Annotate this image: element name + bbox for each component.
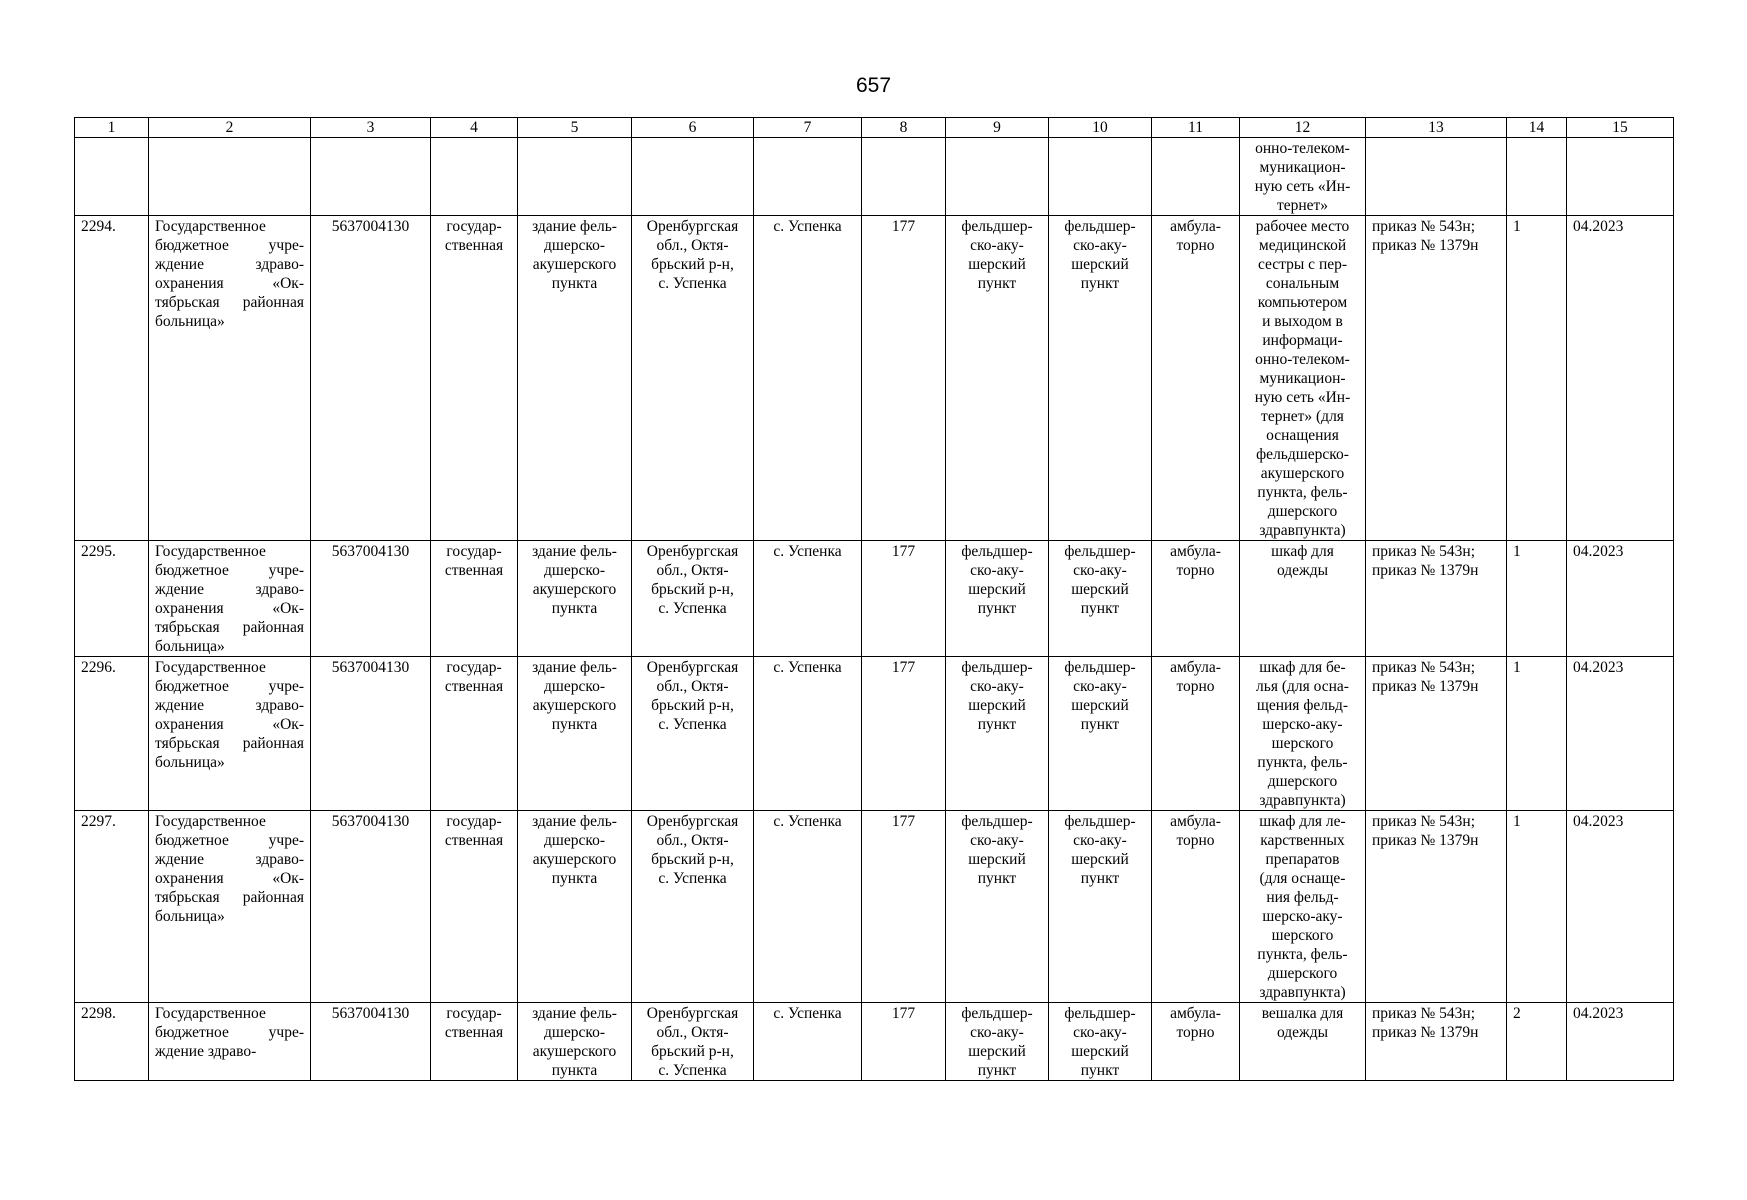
cell-line: Оренбургская xyxy=(646,543,739,560)
cell-inn: 5637004130 xyxy=(311,657,431,811)
cell-line: ско-аку- xyxy=(1073,562,1127,579)
cell-ownership xyxy=(431,216,518,541)
cell-date: 04.2023 xyxy=(1567,811,1674,1003)
cell-line: тябрьская районная xyxy=(155,735,304,752)
cell-line: сестры с пер- xyxy=(1257,256,1348,273)
cell-organization xyxy=(149,541,311,657)
cell-line: (для оснаще- xyxy=(1259,870,1346,887)
cell-line: здание фель- xyxy=(532,218,617,235)
cell-line: больница» xyxy=(155,908,225,925)
cell-line: здание фель- xyxy=(532,1005,617,1022)
cell-line: охранения «Ок- xyxy=(155,275,304,292)
cell-line: государ- xyxy=(446,218,502,235)
cell-line: ждение здраво- xyxy=(155,697,304,714)
cell-line: брьский р-н, xyxy=(651,256,734,273)
column-header: 15 xyxy=(1567,118,1674,138)
cell-line: ско-аку- xyxy=(970,562,1024,579)
cell-number: 2295. xyxy=(75,541,149,657)
cell-line: с. Успенка xyxy=(658,275,727,292)
cell-line: фельдшер- xyxy=(1064,218,1136,235)
cell-line: пункта xyxy=(551,600,598,617)
cell-line: ния фельд- xyxy=(1266,889,1339,906)
cell-line: Государственное xyxy=(155,1005,266,1022)
cell-unit-a xyxy=(946,1003,1049,1081)
cell-building xyxy=(518,811,632,1003)
cell-line: ждение здраво- xyxy=(155,256,304,273)
cell-line: дшерского xyxy=(1267,503,1338,520)
cell-inn: 5637004130 xyxy=(311,811,431,1003)
cell-line: дшерско- xyxy=(544,678,605,695)
table-row xyxy=(75,657,1674,811)
cell-line: пункта xyxy=(551,870,598,887)
cell-code: 177 xyxy=(862,1003,946,1081)
cell-line: ско-аку- xyxy=(1073,832,1127,849)
column-header: 11 xyxy=(1152,118,1240,138)
cell-line: ско-аку- xyxy=(970,237,1024,254)
cell-line: пункта xyxy=(551,1062,598,1079)
cell-line: дшерско- xyxy=(544,832,605,849)
cell-line: приказ № 543н; xyxy=(1372,1005,1476,1022)
cell-line: акушерского xyxy=(532,1043,617,1060)
cell-line: шерский xyxy=(1071,256,1129,273)
cont-cell-4 xyxy=(431,138,518,216)
column-header: 12 xyxy=(1240,118,1366,138)
cell-date: 04.2023 xyxy=(1567,541,1674,657)
table-row xyxy=(75,811,1674,1003)
column-header: 4 xyxy=(431,118,518,138)
cell-line: акушерского xyxy=(1260,465,1345,482)
cell-unit-b xyxy=(1049,657,1152,811)
cell-line: ско-аку- xyxy=(1073,678,1127,695)
cell-code: 177 xyxy=(862,541,946,657)
cell-line: пункт xyxy=(1080,870,1120,887)
cell-line: ско-аку- xyxy=(970,832,1024,849)
cell-line: ждение здраво- xyxy=(155,1043,257,1060)
cell-line: Государственное xyxy=(155,543,266,560)
cell-line: приказ № 1379н xyxy=(1372,832,1479,849)
cell-line: пункт xyxy=(977,275,1017,292)
cell-quantity: 2 xyxy=(1507,1003,1567,1081)
cell-line: препаратов xyxy=(1265,851,1340,868)
cell-quantity: 1 xyxy=(1507,657,1567,811)
cell-date: 04.2023 xyxy=(1567,1003,1674,1081)
cell-line: брьский р-н, xyxy=(651,697,734,714)
cell-line: акушерского xyxy=(532,256,617,273)
cell-line: карственных xyxy=(1260,832,1345,849)
cell-line: брьский р-н, xyxy=(651,1043,734,1060)
cell-line: здание фель- xyxy=(532,813,617,830)
cell-line: фельдшер- xyxy=(1064,1005,1136,1022)
cell-line: больница» xyxy=(155,754,225,771)
cell-date: 04.2023 xyxy=(1567,216,1674,541)
cell-line: ско-аку- xyxy=(970,678,1024,695)
cell-care-type xyxy=(1152,541,1240,657)
cell-line: дшерского xyxy=(1267,773,1338,790)
column-header: 2 xyxy=(149,118,311,138)
cell-line: Оренбургская xyxy=(646,1005,739,1022)
cell-line: пункт xyxy=(977,716,1017,733)
cell-line: фельдшерско- xyxy=(1256,446,1349,463)
cell-unit-b xyxy=(1049,811,1152,1003)
cell-code: 177 xyxy=(862,216,946,541)
cell-line: акушерского xyxy=(532,851,617,868)
cell-line: фельдшер- xyxy=(1064,543,1136,560)
cell-line: государ- xyxy=(446,659,502,676)
cell-line: фельдшер- xyxy=(1064,813,1136,830)
cell-ownership xyxy=(431,541,518,657)
cell-address xyxy=(632,657,754,811)
cell-line: рабочее место xyxy=(1255,218,1350,235)
cell-line: дшерского xyxy=(1267,965,1338,982)
cell-order xyxy=(1366,811,1507,1003)
cell-line: больница» xyxy=(155,638,225,655)
cell-line: бюджетное учре- xyxy=(155,237,304,254)
cell-locality: с. Успенка xyxy=(754,657,862,811)
cell-line: больница» xyxy=(155,313,225,330)
cell-building xyxy=(518,541,632,657)
cont-cell-7 xyxy=(754,138,862,216)
cell-line: обл., Октя- xyxy=(656,678,729,695)
cell-line: шерский xyxy=(1071,851,1129,868)
cell-line: Государственное xyxy=(155,659,266,676)
cell-line: шерский xyxy=(968,581,1026,598)
cell-address xyxy=(632,216,754,541)
cell-number: 2296. xyxy=(75,657,149,811)
cell-line: оснащения xyxy=(1266,427,1339,444)
cell-line: ственная xyxy=(444,832,504,849)
cell-line: дшерско- xyxy=(544,1024,605,1041)
cell-line: ско-аку- xyxy=(1073,237,1127,254)
cell-line: охранения «Ок- xyxy=(155,600,304,617)
cell-line: одежды xyxy=(1276,562,1329,579)
cell-building xyxy=(518,216,632,541)
cell-locality: с. Успенка xyxy=(754,811,862,1003)
cell-line: обл., Октя- xyxy=(656,237,729,254)
cell-line: муникацион- xyxy=(1259,370,1346,387)
cell-line: амбула- xyxy=(1170,543,1221,560)
cell-building xyxy=(518,657,632,811)
cell-equipment xyxy=(1240,811,1366,1003)
cell-line: с. Успенка xyxy=(658,1062,727,1079)
cell-line: здравпункта) xyxy=(1259,984,1346,1001)
cell-building xyxy=(518,1003,632,1081)
cell-line: шерский xyxy=(968,697,1026,714)
cell-line: ственная xyxy=(444,237,504,254)
cell-organization xyxy=(149,657,311,811)
column-header: 10 xyxy=(1049,118,1152,138)
cont-cell-equipment xyxy=(1240,138,1366,216)
cell-line: Государственное xyxy=(155,218,266,235)
cell-line: государ- xyxy=(446,1005,502,1022)
cell-line: тябрьская районная xyxy=(155,619,304,636)
cell-line: охранения «Ок- xyxy=(155,870,304,887)
cell-line: шкаф для бе- xyxy=(1259,659,1346,676)
cell-line: ско-аку- xyxy=(970,1024,1024,1041)
cell-line: амбула- xyxy=(1170,659,1221,676)
cell-ownership xyxy=(431,657,518,811)
cell-unit-a xyxy=(946,541,1049,657)
continuation-row xyxy=(75,138,1674,216)
cell-line: шерский xyxy=(1071,1043,1129,1060)
cell-line: лья (для осна- xyxy=(1256,678,1349,695)
cell-line: Государственное xyxy=(155,813,266,830)
cell-number: 2298. xyxy=(75,1003,149,1081)
cell-line: тябрьская районная xyxy=(155,889,304,906)
column-header: 1 xyxy=(75,118,149,138)
cell-line: муникацион- xyxy=(1259,159,1346,176)
cell-line: дшерско- xyxy=(544,237,605,254)
cell-quantity: 1 xyxy=(1507,811,1567,1003)
cell-line: ственная xyxy=(444,678,504,695)
column-header: 8 xyxy=(862,118,946,138)
cell-address xyxy=(632,1003,754,1081)
cell-line: государ- xyxy=(446,813,502,830)
cell-line: акушерского xyxy=(532,697,617,714)
cell-line: здание фель- xyxy=(532,543,617,560)
header-row xyxy=(75,118,1674,138)
cell-inn: 5637004130 xyxy=(311,541,431,657)
page-number: 657 xyxy=(855,74,892,97)
cell-order xyxy=(1366,657,1507,811)
cell-unit-b xyxy=(1049,1003,1152,1081)
cell-care-type xyxy=(1152,811,1240,1003)
cell-equipment xyxy=(1240,657,1366,811)
cell-line: пункта, фель- xyxy=(1257,484,1348,501)
cell-ownership xyxy=(431,1003,518,1081)
cell-locality: с. Успенка xyxy=(754,216,862,541)
column-header: 3 xyxy=(311,118,431,138)
cell-line: сональным xyxy=(1265,275,1340,292)
cell-line: пункта, фель- xyxy=(1257,754,1348,771)
cell-line: онно-телеком- xyxy=(1255,351,1350,368)
cell-line: торно xyxy=(1176,562,1215,579)
cell-line: приказ № 543н; xyxy=(1372,543,1476,560)
cell-line: ждение здраво- xyxy=(155,581,304,598)
cell-line: приказ № 543н; xyxy=(1372,218,1476,235)
cont-cell-1 xyxy=(75,138,149,216)
cell-line: ждение здраво- xyxy=(155,851,304,868)
cell-code: 177 xyxy=(862,657,946,811)
cell-line: онно-телеком- xyxy=(1255,140,1350,157)
cell-line: шкаф для ле- xyxy=(1259,813,1346,830)
cell-line: пункта xyxy=(551,716,598,733)
cont-cell-13 xyxy=(1366,138,1507,216)
column-header: 5 xyxy=(518,118,632,138)
cell-line: приказ № 543н; xyxy=(1372,813,1476,830)
cell-line: одежды xyxy=(1276,1024,1329,1041)
cell-line: ственная xyxy=(444,562,504,579)
cont-cell-15 xyxy=(1567,138,1674,216)
cell-number: 2294. xyxy=(75,216,149,541)
cell-line: с. Успенка xyxy=(658,716,727,733)
cell-unit-a xyxy=(946,657,1049,811)
cell-equipment xyxy=(1240,1003,1366,1081)
cell-line: Оренбургская xyxy=(646,813,739,830)
column-header: 13 xyxy=(1366,118,1507,138)
cell-line: фельдшер- xyxy=(961,218,1033,235)
cell-order xyxy=(1366,1003,1507,1081)
cont-cell-11 xyxy=(1152,138,1240,216)
cell-address xyxy=(632,541,754,657)
cell-line: приказ № 1379н xyxy=(1372,678,1479,695)
cell-line: ско-аку- xyxy=(1073,1024,1127,1041)
cont-cell-14 xyxy=(1507,138,1567,216)
cell-line: тернет» xyxy=(1276,197,1329,214)
cell-line: приказ № 543н; xyxy=(1372,659,1476,676)
cell-line: шерского xyxy=(1271,735,1334,752)
cell-equipment xyxy=(1240,216,1366,541)
cell-line: шкаф для xyxy=(1271,543,1334,560)
cell-line: шерский xyxy=(1071,581,1129,598)
cell-line: шерский xyxy=(968,1043,1026,1060)
cell-line: Оренбургская xyxy=(646,218,739,235)
cell-line: торно xyxy=(1176,237,1215,254)
cell-line: шерский xyxy=(1071,697,1129,714)
cell-line: пункт xyxy=(977,1062,1017,1079)
cell-line: пункт xyxy=(977,600,1017,617)
cell-line: тябрьская районная xyxy=(155,294,304,311)
table-body xyxy=(75,138,1674,1081)
cell-line: шерского xyxy=(1271,927,1334,944)
column-header: 6 xyxy=(632,118,754,138)
cont-cell-9 xyxy=(946,138,1049,216)
cell-line: фельдшер- xyxy=(961,1005,1033,1022)
cell-line: шерско-аку- xyxy=(1262,908,1343,925)
cont-cell-2 xyxy=(149,138,311,216)
cell-line: фельдшер- xyxy=(961,813,1033,830)
column-header: 9 xyxy=(946,118,1049,138)
cell-line: пункта, фель- xyxy=(1257,946,1348,963)
cell-line: Оренбургская xyxy=(646,659,739,676)
cell-organization xyxy=(149,1003,311,1081)
cell-line: приказ № 1379н xyxy=(1372,1024,1479,1041)
cell-line: обл., Октя- xyxy=(656,562,729,579)
cell-quantity: 1 xyxy=(1507,216,1567,541)
cell-line: пункта xyxy=(551,275,598,292)
cell-unit-a xyxy=(946,216,1049,541)
cell-line: бюджетное учре- xyxy=(155,678,304,695)
cell-line: здание фель- xyxy=(532,659,617,676)
cell-line: обл., Октя- xyxy=(656,1024,729,1041)
cell-line: государ- xyxy=(446,543,502,560)
cell-line: амбула- xyxy=(1170,218,1221,235)
cell-line: пункт xyxy=(1080,716,1120,733)
cell-line: торно xyxy=(1176,832,1215,849)
cell-line: ную сеть «Ин- xyxy=(1254,178,1351,195)
cell-order xyxy=(1366,216,1507,541)
table-row xyxy=(75,216,1674,541)
cell-line: информаци- xyxy=(1262,332,1343,349)
cell-organization xyxy=(149,216,311,541)
cell-line: бюджетное учре- xyxy=(155,562,304,579)
column-header: 14 xyxy=(1507,118,1567,138)
cell-unit-b xyxy=(1049,216,1152,541)
cell-line: фельдшер- xyxy=(961,659,1033,676)
cell-line: обл., Октя- xyxy=(656,832,729,849)
column-header: 7 xyxy=(754,118,862,138)
cell-number: 2297. xyxy=(75,811,149,1003)
cell-locality: с. Успенка xyxy=(754,541,862,657)
cell-organization xyxy=(149,811,311,1003)
cell-line: пункт xyxy=(1080,275,1120,292)
cell-locality: с. Успенка xyxy=(754,1003,862,1081)
table-row xyxy=(75,1003,1674,1081)
cell-line: шерско-аку- xyxy=(1262,716,1343,733)
cell-line: амбула- xyxy=(1170,813,1221,830)
cell-ownership xyxy=(431,811,518,1003)
cell-code: 177 xyxy=(862,811,946,1003)
cell-line: брьский р-н, xyxy=(651,851,734,868)
cell-order xyxy=(1366,541,1507,657)
cell-line: бюджетное учре- xyxy=(155,832,304,849)
cell-line: охранения «Ок- xyxy=(155,716,304,733)
cell-care-type xyxy=(1152,657,1240,811)
cell-line: тернет» (для xyxy=(1261,408,1344,425)
cont-cell-6 xyxy=(632,138,754,216)
cell-line: шерский xyxy=(968,256,1026,273)
cell-unit-b xyxy=(1049,541,1152,657)
cell-date: 04.2023 xyxy=(1567,657,1674,811)
cell-line: шерский xyxy=(968,851,1026,868)
cell-equipment xyxy=(1240,541,1366,657)
cell-line: ную сеть «Ин- xyxy=(1254,389,1351,406)
cell-line: фельдшер- xyxy=(961,543,1033,560)
cell-line: торно xyxy=(1176,678,1215,695)
cell-inn: 5637004130 xyxy=(311,1003,431,1081)
cell-inn: 5637004130 xyxy=(311,216,431,541)
cell-quantity: 1 xyxy=(1507,541,1567,657)
cell-line: компьютером xyxy=(1257,294,1348,311)
table-row xyxy=(75,541,1674,657)
cont-cell-5 xyxy=(518,138,632,216)
cell-line: бюджетное учре- xyxy=(155,1024,304,1041)
cell-line: медицинской xyxy=(1258,237,1347,254)
cell-address xyxy=(632,811,754,1003)
equipment-registry-table xyxy=(74,117,1674,1081)
cell-line: ственная xyxy=(444,1024,504,1041)
cell-line: пункт xyxy=(1080,600,1120,617)
cell-line: брьский р-н, xyxy=(651,581,734,598)
cell-care-type xyxy=(1152,216,1240,541)
cell-line: с. Успенка xyxy=(658,870,727,887)
cell-line: здравпункта) xyxy=(1259,792,1346,809)
cell-unit-a xyxy=(946,811,1049,1003)
cell-line: с. Успенка xyxy=(658,600,727,617)
cell-care-type xyxy=(1152,1003,1240,1081)
cell-line: торно xyxy=(1176,1024,1215,1041)
cell-line: амбула- xyxy=(1170,1005,1221,1022)
cell-line: пункт xyxy=(1080,1062,1120,1079)
table-header xyxy=(75,118,1674,138)
cell-line: акушерского xyxy=(532,581,617,598)
cont-cell-10 xyxy=(1049,138,1152,216)
cell-line: дшерско- xyxy=(544,562,605,579)
cell-line: вешалка для xyxy=(1261,1005,1344,1022)
cell-line: приказ № 1379н xyxy=(1372,562,1479,579)
cont-cell-8 xyxy=(862,138,946,216)
cell-line: щения фельд- xyxy=(1256,697,1349,714)
cell-line: приказ № 1379н xyxy=(1372,237,1479,254)
cell-line: фельдшер- xyxy=(1064,659,1136,676)
cont-cell-3 xyxy=(311,138,431,216)
cell-line: и выходом в xyxy=(1262,313,1343,330)
cell-line: пункт xyxy=(977,870,1017,887)
cell-line: здравпункта) xyxy=(1259,522,1346,539)
